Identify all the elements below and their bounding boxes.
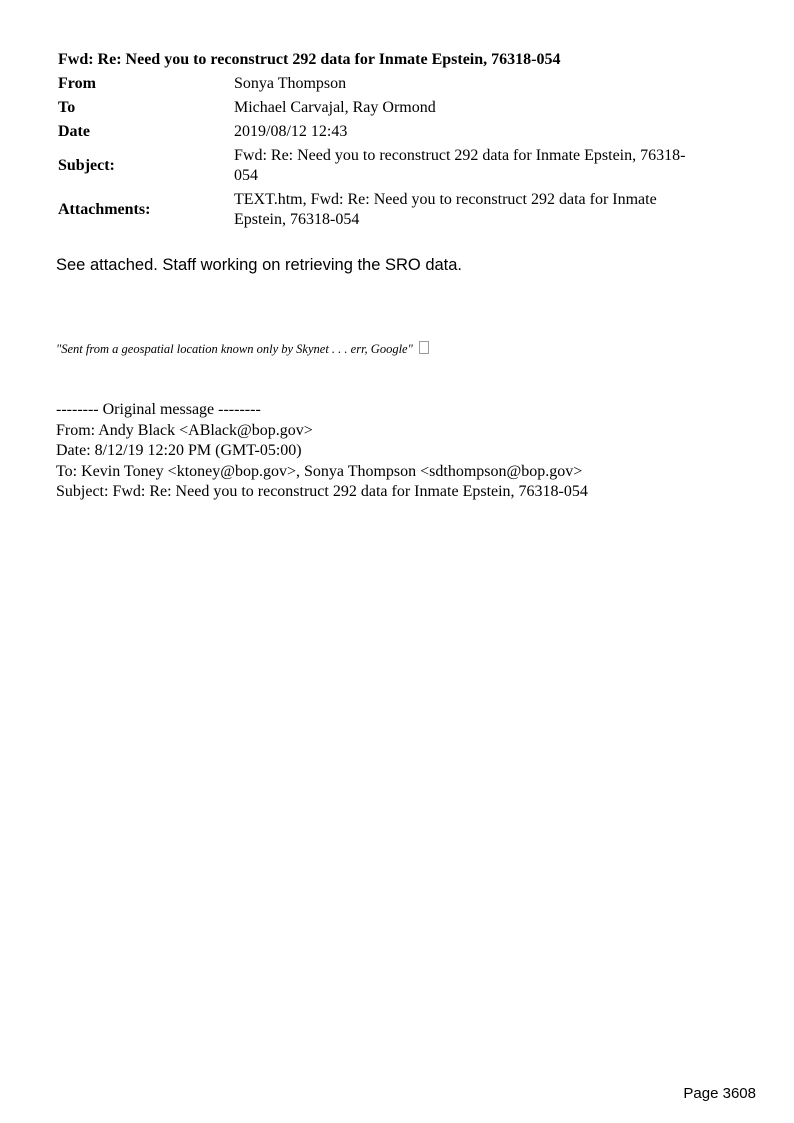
original-message-from: From: Andy Black <ABlack@bop.gov> — [56, 421, 313, 439]
header-row-date — [56, 120, 746, 144]
from-value: Sonya Thompson — [234, 75, 347, 92]
email-signature — [56, 341, 429, 357]
header-row-from — [56, 72, 746, 96]
email-title: Fwd: Re: Need you to reconstruct 292 data for Inmate Epstein, 76318-054 — [58, 51, 561, 68]
subject-value — [232, 144, 746, 188]
subject-value-line: 054 — [234, 167, 258, 184]
from-label: From — [58, 75, 96, 92]
header-row-to — [56, 96, 746, 120]
original-message-separator: -------- Original message -------- — [56, 401, 261, 418]
original-message — [56, 400, 588, 503]
attachments-value-line: TEXT.htm, Fwd: Re: Need you to reconstruct 292 data for Inmate — [234, 191, 657, 208]
header-row-subject — [56, 144, 746, 188]
date-value: 2019/08/12 12:43 — [234, 123, 348, 140]
attachments-value-line: Epstein, 76318-054 — [234, 211, 360, 228]
header-row-attachments — [56, 188, 746, 232]
missing-glyph-box-icon — [419, 341, 429, 354]
original-message-date: Date: 8/12/19 12:20 PM (GMT-05:00) — [56, 442, 302, 459]
attachments-label: Attachments: — [58, 201, 151, 218]
signature-text: "Sent from a geospatial location known only by Skynet . . . err, Google" — [56, 342, 413, 356]
to-value: Michael Carvajal, Ray Ormond — [234, 99, 436, 116]
original-message-to: To: Kevin Toney <ktoney@bop.gov>, Sonya Thompson <sdthompson@bop.gov> — [56, 462, 583, 480]
email-body: See attached. Staff working on retrieving the SRO data. — [56, 256, 463, 274]
subject-label: Subject: — [58, 157, 115, 174]
page-number: Page 3608 — [683, 1085, 756, 1102]
to-label: To — [58, 99, 76, 116]
date-label: Date — [58, 123, 90, 140]
original-message-subject: Subject: Fwd: Re: Need you to reconstruct 292 data for Inmate Epstein, 76318-054 — [56, 483, 588, 500]
email-header-table — [56, 72, 746, 232]
subject-value-line: Fwd: Re: Need you to reconstruct 292 data for Inmate Epstein, 76318- — [234, 147, 686, 164]
attachments-value — [232, 188, 746, 232]
